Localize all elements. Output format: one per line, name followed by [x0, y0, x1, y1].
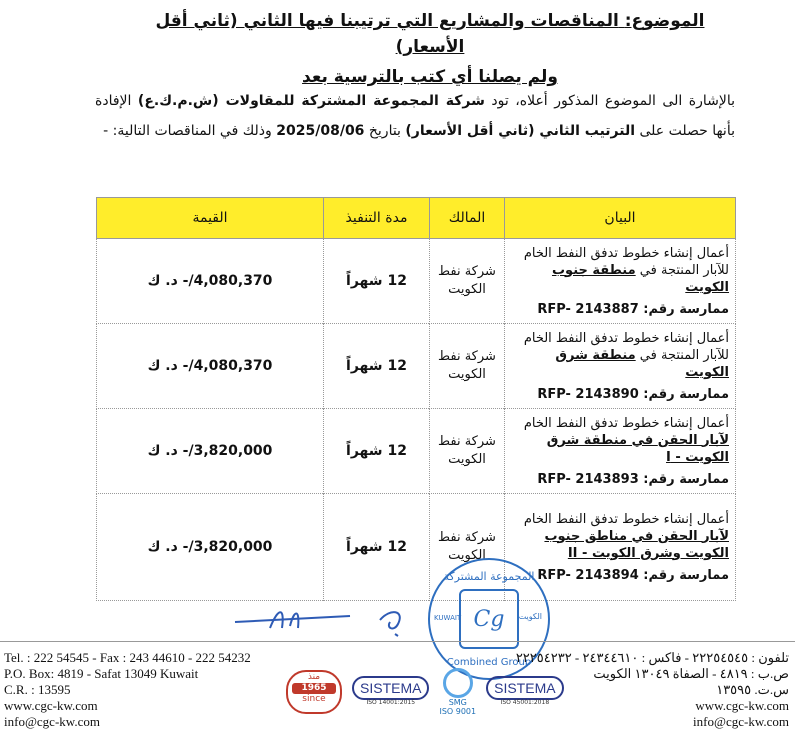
table-header-row: [97, 198, 736, 239]
table-row: [97, 239, 736, 324]
row-value: 3,820,000/- د. ك: [97, 494, 324, 601]
row-duration: 12 شهراً: [324, 324, 430, 409]
stamp-top-text: المجموعة المشتركة: [443, 570, 535, 583]
row-description: أعمال إنشاء خطوط تدفق النفط الخام للآبار المنتجة في منطقة شرق الكويت ممارسة رقم: RFP- 2143890: [505, 324, 736, 409]
stamp-left-text: KUWAIT: [434, 614, 462, 622]
signature-graphic: [230, 598, 420, 638]
footer-cr-en: C.R. : 13595: [4, 682, 71, 697]
row-reference: ممارسة رقم: RFP- 2143887: [537, 301, 729, 317]
footer-cr-ar: س.ت. ١٣٥٩٥: [716, 682, 789, 697]
row-reference: ممارسة رقم: RFP- 2143890: [537, 386, 729, 402]
footer-phone-en: Tel. : 222 54545 - Fax : 243 44610 - 222 54232: [4, 650, 251, 665]
row-value: 4,080,370/- د. ك: [97, 324, 324, 409]
stamp-bottom-text: Combined Group: [446, 657, 532, 668]
footer-phone-ar: تلفون : ٢٢٢٥٤٥٤٥ - فاكس : ٢٤٣٤٤٦١٠ - ٢٢٢٥٤٢٣٢: [515, 650, 789, 665]
row-value: 4,080,370/- د. ك: [97, 239, 324, 324]
footer-website-ar: www.cgc-kw.com: [695, 698, 789, 713]
row-description: أعمال إنشاء خطوط تدفق النفط الخام لآبار الحقن في منطقة شرق الكويت - I ممارسة رقم: RFP- 2143893: [505, 409, 736, 494]
footer-pobox-ar: ص.ب : ٤٨١٩ - الصفاة ١٣٠٤٩ الكويت: [593, 666, 789, 681]
footer-contact-en: [4, 650, 251, 730]
row-duration: 12 شهراً: [324, 494, 430, 601]
header-owner: المالك: [430, 198, 505, 239]
row-owner: شركة نفط الكويت: [430, 239, 505, 324]
row-reference: ممارسة رقم: RFP- 2143893: [537, 471, 729, 487]
smg-check-icon: [443, 668, 473, 698]
subject-line2: ولم يصلنا أي كتب بالترسية بعد: [302, 67, 558, 87]
subject-heading: [150, 8, 710, 90]
subject-label: الموضوع:: [624, 11, 705, 31]
table-row: [97, 409, 736, 494]
sistema-iso14001-logo: SISTEMA ISO 14001:2015: [352, 678, 429, 706]
row-owner: شركة نفط الكويت: [430, 494, 505, 601]
smg-iso9001-logo: SMG ISO 9001: [439, 668, 476, 716]
row-owner: شركة نفط الكويت: [430, 324, 505, 409]
tenders-table: [96, 197, 736, 601]
row-value: 3,820,000/- د. ك: [97, 409, 324, 494]
stamp-right-text: الكويت: [518, 612, 542, 621]
subject-line1: المناقصات والمشاريع التي ترتيبنا فيها الثاني (ثاني أقل الأسعار): [155, 11, 619, 57]
footer-divider: [0, 641, 795, 642]
footer-email-en: info@cgc-kw.com: [4, 714, 100, 729]
footer-contact-ar: [516, 650, 789, 730]
intro-date: 2025/08/06: [276, 123, 365, 139]
row-duration: 12 شهراً: [324, 239, 430, 324]
rank-text: الترتيب الثاني (ثاني أقل الأسعار): [405, 123, 636, 139]
row-description: أعمال إنشاء خطوط تدفق النفط الخام لآبار الحقن في مناطق جنوب الكويت وشرق الكويت - II ممارسة رقم: RFP- 2143894: [505, 494, 736, 601]
footer-pobox-en: P.O. Box: 4819 - Safat 13049 Kuwait: [4, 666, 199, 681]
footer-email-ar: info@cgc-kw.com: [693, 714, 789, 729]
row-duration: 12 شهراً: [324, 409, 430, 494]
row-owner: شركة نفط الكويت: [430, 409, 505, 494]
since-1965-badge: منذ 1965 since: [286, 670, 342, 714]
row-reference: ممارسة رقم: RFP- 2143894: [537, 567, 729, 583]
stamp-monogram: Cg: [459, 589, 519, 649]
table-row: [97, 494, 736, 601]
header-statement: البيان: [505, 198, 736, 239]
sistema-iso45001-logo: SISTEMA ISO 45001:2018: [486, 678, 563, 706]
header-duration: مدة التنفيذ: [324, 198, 430, 239]
table-row: [97, 324, 736, 409]
footer-website-en: www.cgc-kw.com: [4, 698, 98, 713]
header-value: القيمة: [97, 198, 324, 239]
row-description: أعمال إنشاء خطوط تدفق النفط الخام للآبار المنتجة في منطقة جنوب الكويت ممارسة رقم: RFP- 2143887: [505, 239, 736, 324]
company-name: شركة المجموعة المشتركة للمقاولات (ش.م.ك.ع): [137, 93, 485, 109]
intro-paragraph: بالإشارة الى الموضوع المذكور أعلاه، تود شركة المجموعة المشتركة للمقاولات (ش.م.ك.ع) الإفادة بأنها حصلت على الترتيب الثاني (ثاني أقل الأسعار) بتاريخ 2025/08/06 وذلك في المناقصات التالية: -: [95, 93, 735, 139]
